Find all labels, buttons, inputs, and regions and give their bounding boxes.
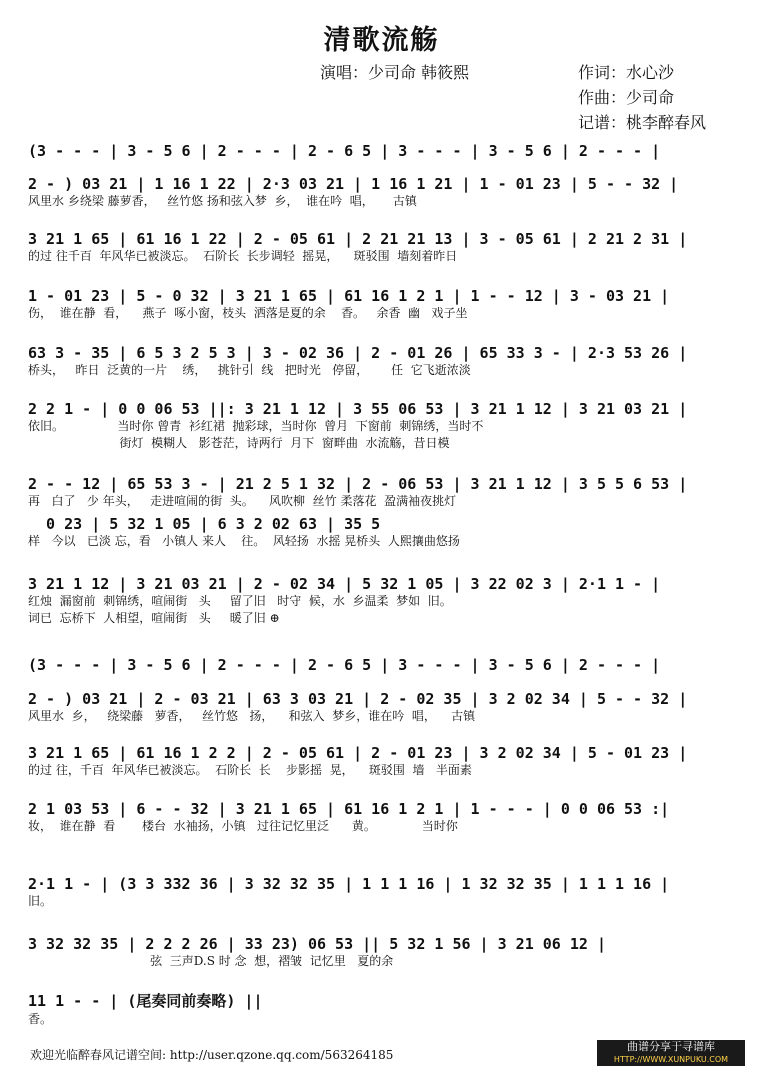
score-row: [0, 875, 669, 910]
notation-line: 2 - ) 03 21 | 1 16 1 22 | 2·3 03 21 | 1 16 1 21 | 1 - 01 23 | 5 - - 32 |: [28, 175, 679, 193]
notation-line: 2 2 1 - | 0 0 06 53 ||: 3 21 1 12 | 3 55 06 53 | 3 21 1 12 | 3 21 03 21 |: [28, 400, 688, 418]
score-row: [0, 344, 687, 379]
watermark-url: HTTP://WWW.XUNPUKU.COM: [613, 1055, 729, 1064]
lyric-line: 风里水 乡， 绕梁藤 萝香， 丝竹悠 扬， 和弦入 梦乡，谁在吟 唱， 古镇: [28, 709, 476, 723]
notation-line: 3 21 1 65 | 61 16 1 2 2 | 2 - 05 61 | 2 - 01 23 | 3 2 02 34 | 5 - 01 23 |: [28, 744, 688, 762]
notation-line: 0 23 | 5 32 1 05 | 6 3 2 02 63 | 35 5: [28, 515, 381, 533]
score-row: [0, 515, 460, 550]
score-row: [0, 744, 687, 779]
watermark-badge: [597, 1040, 745, 1066]
score-row: [0, 800, 669, 835]
score-row: [0, 175, 678, 210]
credits: [578, 60, 706, 135]
lyric-line: 弦 三声D.S 时 念 想，褶皱 记忆里 夏的余: [28, 954, 394, 968]
notation-line: 11 1 - - | (尾奏同前奏略) ||: [28, 992, 263, 1010]
score-row: [0, 475, 687, 510]
watermark-title: 曲谱分享于寻谱库: [627, 1040, 715, 1053]
notation-line: 2 1 03 53 | 6 - - 32 | 3 21 1 65 | 61 16 1 2 1 | 1 - - - | 0 0 06 53 :|: [28, 800, 670, 818]
notation-line: 3 21 1 12 | 3 21 03 21 | 2 - 02 34 | 5 32 1 05 | 3 22 02 3 | 2·1 1 - |: [28, 575, 661, 593]
footer-link[interactable]: 欢迎光临醉春风记谱空间: http://user.qzone.qq.com/563264185: [30, 1048, 394, 1062]
notation-line: 3 32 32 35 | 2 2 2 26 | 33 23) 06 53 || 5 32 1 56 | 3 21 06 12 |: [28, 935, 606, 953]
lyric-line: 依旧。 当时你 曾青 衫红裙 抛彩球，当时你 曾月 下窗前 刺锦绣，当时不: [28, 419, 484, 433]
lyric-line: 妆， 谁在静 看 楼台 水袖扬，小镇 过往记忆里泛 黄。 当时你: [28, 819, 458, 833]
lyric-line: 风里水 乡绕梁 藤萝香， 丝竹悠 扬和弦入梦 乡， 谁在吟 唱， 古镇: [28, 194, 417, 208]
score-row: [0, 690, 687, 725]
score-row: [0, 656, 660, 674]
score-row: [0, 935, 606, 970]
notation-line: 2·1 1 - | (3 3 332 36 | 3 32 32 35 | 1 1 1 16 | 1 32 32 35 | 1 1 1 16 |: [28, 875, 670, 893]
lyric-line: 旧。: [28, 894, 53, 908]
lyric-line: 香。: [28, 1012, 53, 1026]
score-row: [0, 575, 660, 627]
lyric-line: 桥头， 昨日 泛黄的一片 绣， 挑针引 线 把时光 停留， 任 它飞逝浓淡: [28, 363, 471, 377]
lyric-line: 伤， 谁在静 看， 燕子 啄小窗，枝头 洒落是夏的余 香。 余香 幽 戏子坐: [28, 306, 468, 320]
notation-line: (3 - - - | 3 - 5 6 | 2 - - - | 2 - 6 5 | 3 - - - | 3 - 5 6 | 2 - - - |: [28, 656, 661, 674]
lyric-line: 街灯 模糊人 影苍茫，诗两行 月下 窗畔曲 水流觞，昔日模: [28, 436, 450, 450]
notation-line: 2 - ) 03 21 | 2 - 03 21 | 63 3 03 21 | 2 - 02 35 | 3 2 02 34 | 5 - - 32 |: [28, 690, 688, 708]
lyric-line: 词已 忘桥下 人相望，喧闹街 头 暖了旧 ⊕: [28, 611, 280, 625]
notation-line: (3 - - - | 3 - 5 6 | 2 - - - | 2 - 6 5 | 3 - - - | 3 - 5 6 | 2 - - - |: [28, 142, 661, 160]
score-row: [0, 287, 669, 322]
score-row: [0, 230, 687, 265]
notation-line: 63 3 - 35 | 6 5 3 2 5 3 | 3 - 02 36 | 2 - 01 26 | 65 33 3 - | 2·3 53 26 |: [28, 344, 688, 362]
lyric-line: 的过 往，千百 年风华已被淡忘。 石阶长 长 步影摇 晃， 斑驳围 墙 半面素: [28, 763, 472, 777]
lyric-line: 再 白了 少 年头， 走进喧闹的街 头。 风吹柳 丝竹 柔落花 盈满袖夜挑灯: [28, 494, 457, 508]
notation-line: 3 21 1 65 | 61 16 1 22 | 2 - 05 61 | 2 21 21 13 | 3 - 05 61 | 2 21 2 31 |: [28, 230, 688, 248]
lyric-line: 样 今以 已淡 忘，看 小镇人 来人 往。 风轻扬 水摇 晃桥头 人熙攘曲悠扬: [28, 534, 460, 548]
score-row: [0, 990, 263, 1028]
notation-line: 1 - 01 23 | 5 - 0 32 | 3 21 1 65 | 61 16 1 2 1 | 1 - - 12 | 3 - 03 21 |: [28, 287, 670, 305]
notation-line: 2 - - 12 | 65 53 3 - | 21 2 5 1 32 | 2 - 06 53 | 3 21 1 12 | 3 5 5 6 53 |: [28, 475, 688, 493]
lyric-line: 红烛 漏窗前 刺锦绣，喧闹街 头 留了旧 时守 候，水 乡温柔 梦如 旧。: [28, 594, 452, 608]
score-row: [0, 142, 660, 160]
score-row: [0, 400, 687, 452]
composer: 作曲：少司命: [578, 88, 675, 107]
song-title: 清歌流觞: [323, 25, 440, 56]
transcriber: 记谱：桃李醉春风: [578, 113, 707, 132]
lyric-line: 的过 往千百 年风华已被淡忘。 石阶长 长步调轻 摇晃， 斑驳围 墙刻着昨日: [28, 249, 458, 263]
lyricist: 作词：水心沙: [578, 63, 675, 82]
singers: 演唱：少司命 韩筱熙: [320, 63, 470, 82]
